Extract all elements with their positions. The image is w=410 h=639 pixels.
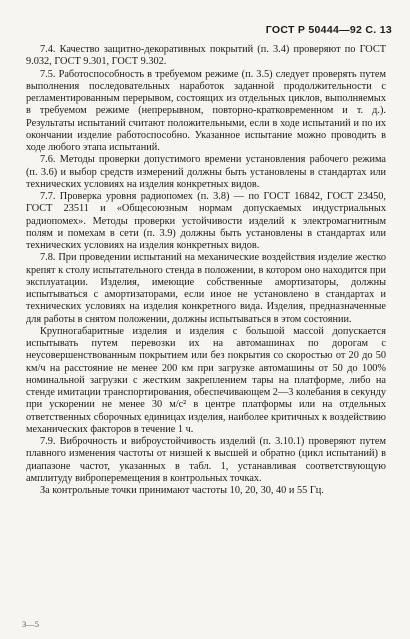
paragraph-7-5: 7.5. Работоспособность в требуемом режиме (п. 3.5) следует проверять путем выполнения последовательных наработок заданной продолжительности с регламентированным перерывом, состоящих из отдельных циклов, выполняемых в требуемом режиме (непрерывном, повторно-кратковременном и т. д.). Результаты испытаний считают положительными, если в ходе испытаний и по их окончании изделие работоспособно. Указанное испытание можно проводить в ходе любого этапа испытаний. xyxy=(26,68,386,153)
paragraph-7-8: 7.8. При проведении испытаний на механические воздействия изделие жестко крепят к столу испытательного стенда в положении, в котором оно находится при эксплуатации. Изделия, имеющие собственные амортизаторы, должны испытываться с амортизаторами, если иное не установлено в стандартах и технических условиях на изделия конкретного вида. Изделия, предназначенные для работы в снятом положении, должны испытываться в этом состоянии. xyxy=(26,252,386,325)
paragraph-7-7: 7.7. Проверка уровня радиопомех (п. 3.8) — по ГОСТ 16842, ГОСТ 23450, ГОСТ 23511 и «Общесоюзным нормам допускаемых индустриальных радиопомех». Методы проверки устойчивости изделий к электромагнитным полям и помехам в сети (п. 3.9) должны быть установлены в стандартах или технических условиях на изделия конкретных видов. xyxy=(26,191,386,251)
paragraph-7-6: 7.6. Методы проверки допустимого времени установления рабочего режима (п. 3.6) и выбор средств измерений должны быть установлены в стандартах или технических условиях на изделия конкретных видов. xyxy=(26,154,386,190)
paragraph-7-4: 7.4. Качество защитно-декоративных покрытий (п. 3.4) проверяют по ГОСТ 9.032, ГОСТ 9.301, ГОСТ 9.302. xyxy=(26,44,386,68)
document-body xyxy=(26,44,386,497)
paragraph-7-9: 7.9. Виброчность и виброустойчивость изделий (п. 3.10.1) проверяют путем плавного изменения частоты от низшей к высшей и обратно (цикл испытаний) в диапазоне частот, указанных в табл. 1, устанавливая соответствующую амплитуду виброперемещения в контрольных точках. xyxy=(26,436,386,484)
paragraph-control-points: За контрольные точки принимают частоты 10, 20, 30, 40 и 55 Гц. xyxy=(40,485,324,496)
paragraph-large-items: Крупногабаритные изделия и изделия с большой массой допускается испытывать путем перевозки их на автомашинах по дорогам с неусовершенствованным покрытием или без покрытия со скоростью от 20 до 50 км/ч на расстояние не менее 200 км при загрузке автомашины от 50 до 100% номинальной загрузки с жестким закреплением тары на платформе, либо на стенде имитации транспортирования, обеспечивающем 2—3 колебания в секунду при ускорении не менее 30 м/с² в центре платформы или на отдельных ответственных сборочных единицах изделия, наиболее критичных к воздействию механических факторов в течение 1 ч. xyxy=(26,325,386,435)
page-header: ГОСТ Р 50444—92 С. 13 xyxy=(265,24,392,36)
page-footer-mark: 3—5 xyxy=(22,619,39,629)
